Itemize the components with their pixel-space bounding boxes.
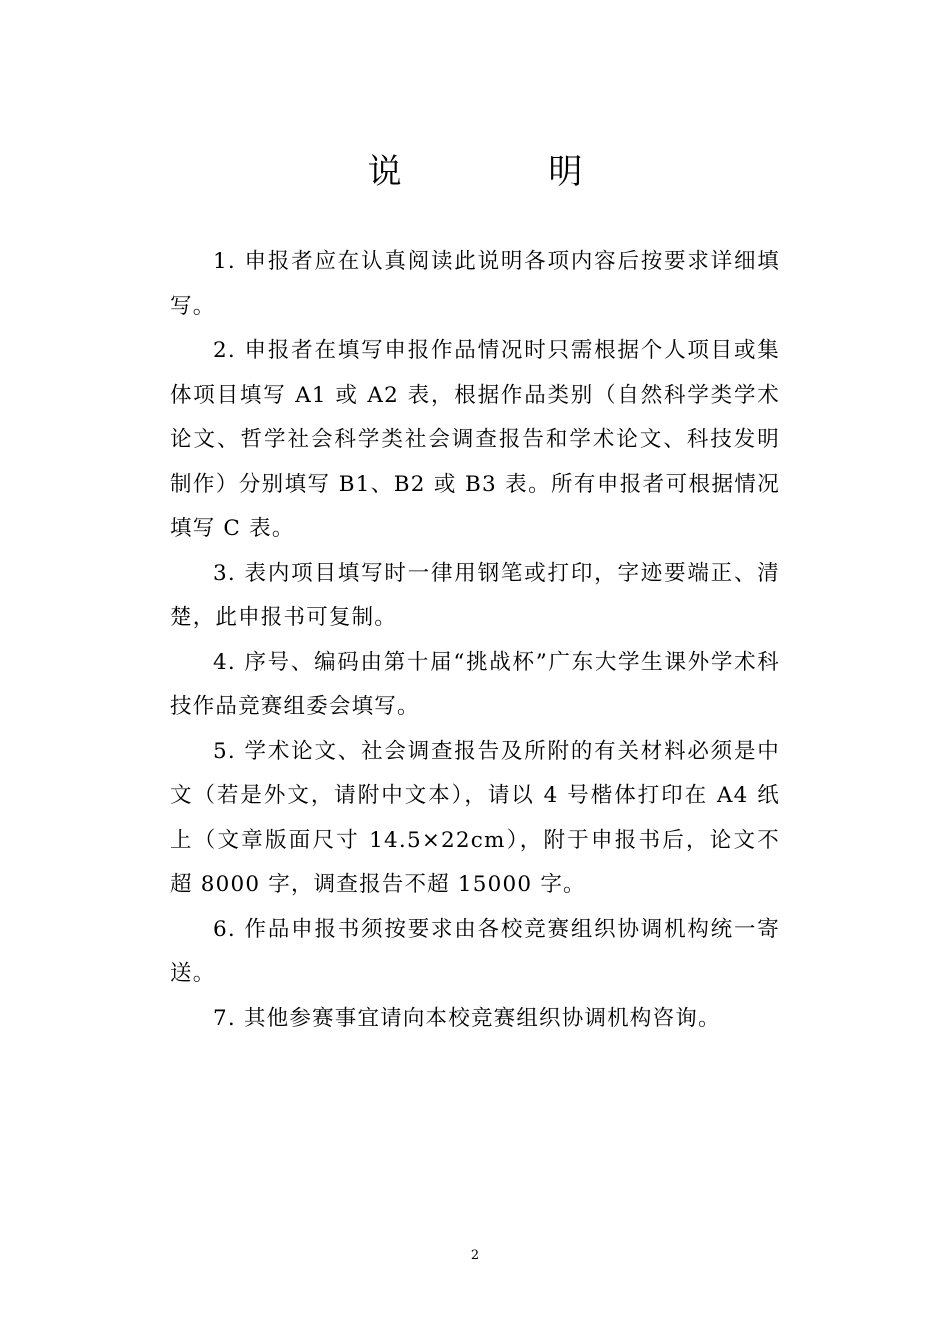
instruction-item-3: 3. 表内项目填写时一律用钢笔或打印，字迹要端正、清楚，此申报书可复制。 (170, 560, 780, 630)
instruction-item-4: 4. 序号、编码由第十届“挑战杯”广东大学生课外学术科技作品竞赛组委会填写。 (170, 649, 780, 719)
instruction-list (170, 240, 780, 1041)
page-title: 说 明 (367, 152, 651, 192)
instruction-item-5: 5. 学术论文、社会调查报告及所附的有关材料必须是中文（若是外文，请附中文本），请以 4 号楷体打印在 A4 纸上（文章版面尺寸 14.5×22cm），附于申报书后，论文不超 8000 字，调查报告不超 15000 字。 (170, 738, 780, 897)
page-number: 2 (470, 1248, 480, 1263)
instruction-item-1: 1. 申报者应在认真阅读此说明各项内容后按要求详细填写。 (170, 249, 780, 319)
instruction-item-2: 2. 申报者在填写申报作品情况时只需根据个人项目或集体项目填写 A1 或 A2 表，根据作品类别（自然科学类学术论文、哲学社会科学类社会调查报告和学术论文、科技发明制作）分别填写 B1、B2 或 B3 表。所有申报者可根据情况填写 C 表。 (170, 338, 780, 541)
instruction-item-6: 6. 作品申报书须按要求由各校竞赛组织协调机构统一寄送。 (170, 916, 780, 986)
instruction-item-7: 7. 其他参赛事宜请向本校竞赛组织协调机构咨询。 (213, 1005, 721, 1031)
